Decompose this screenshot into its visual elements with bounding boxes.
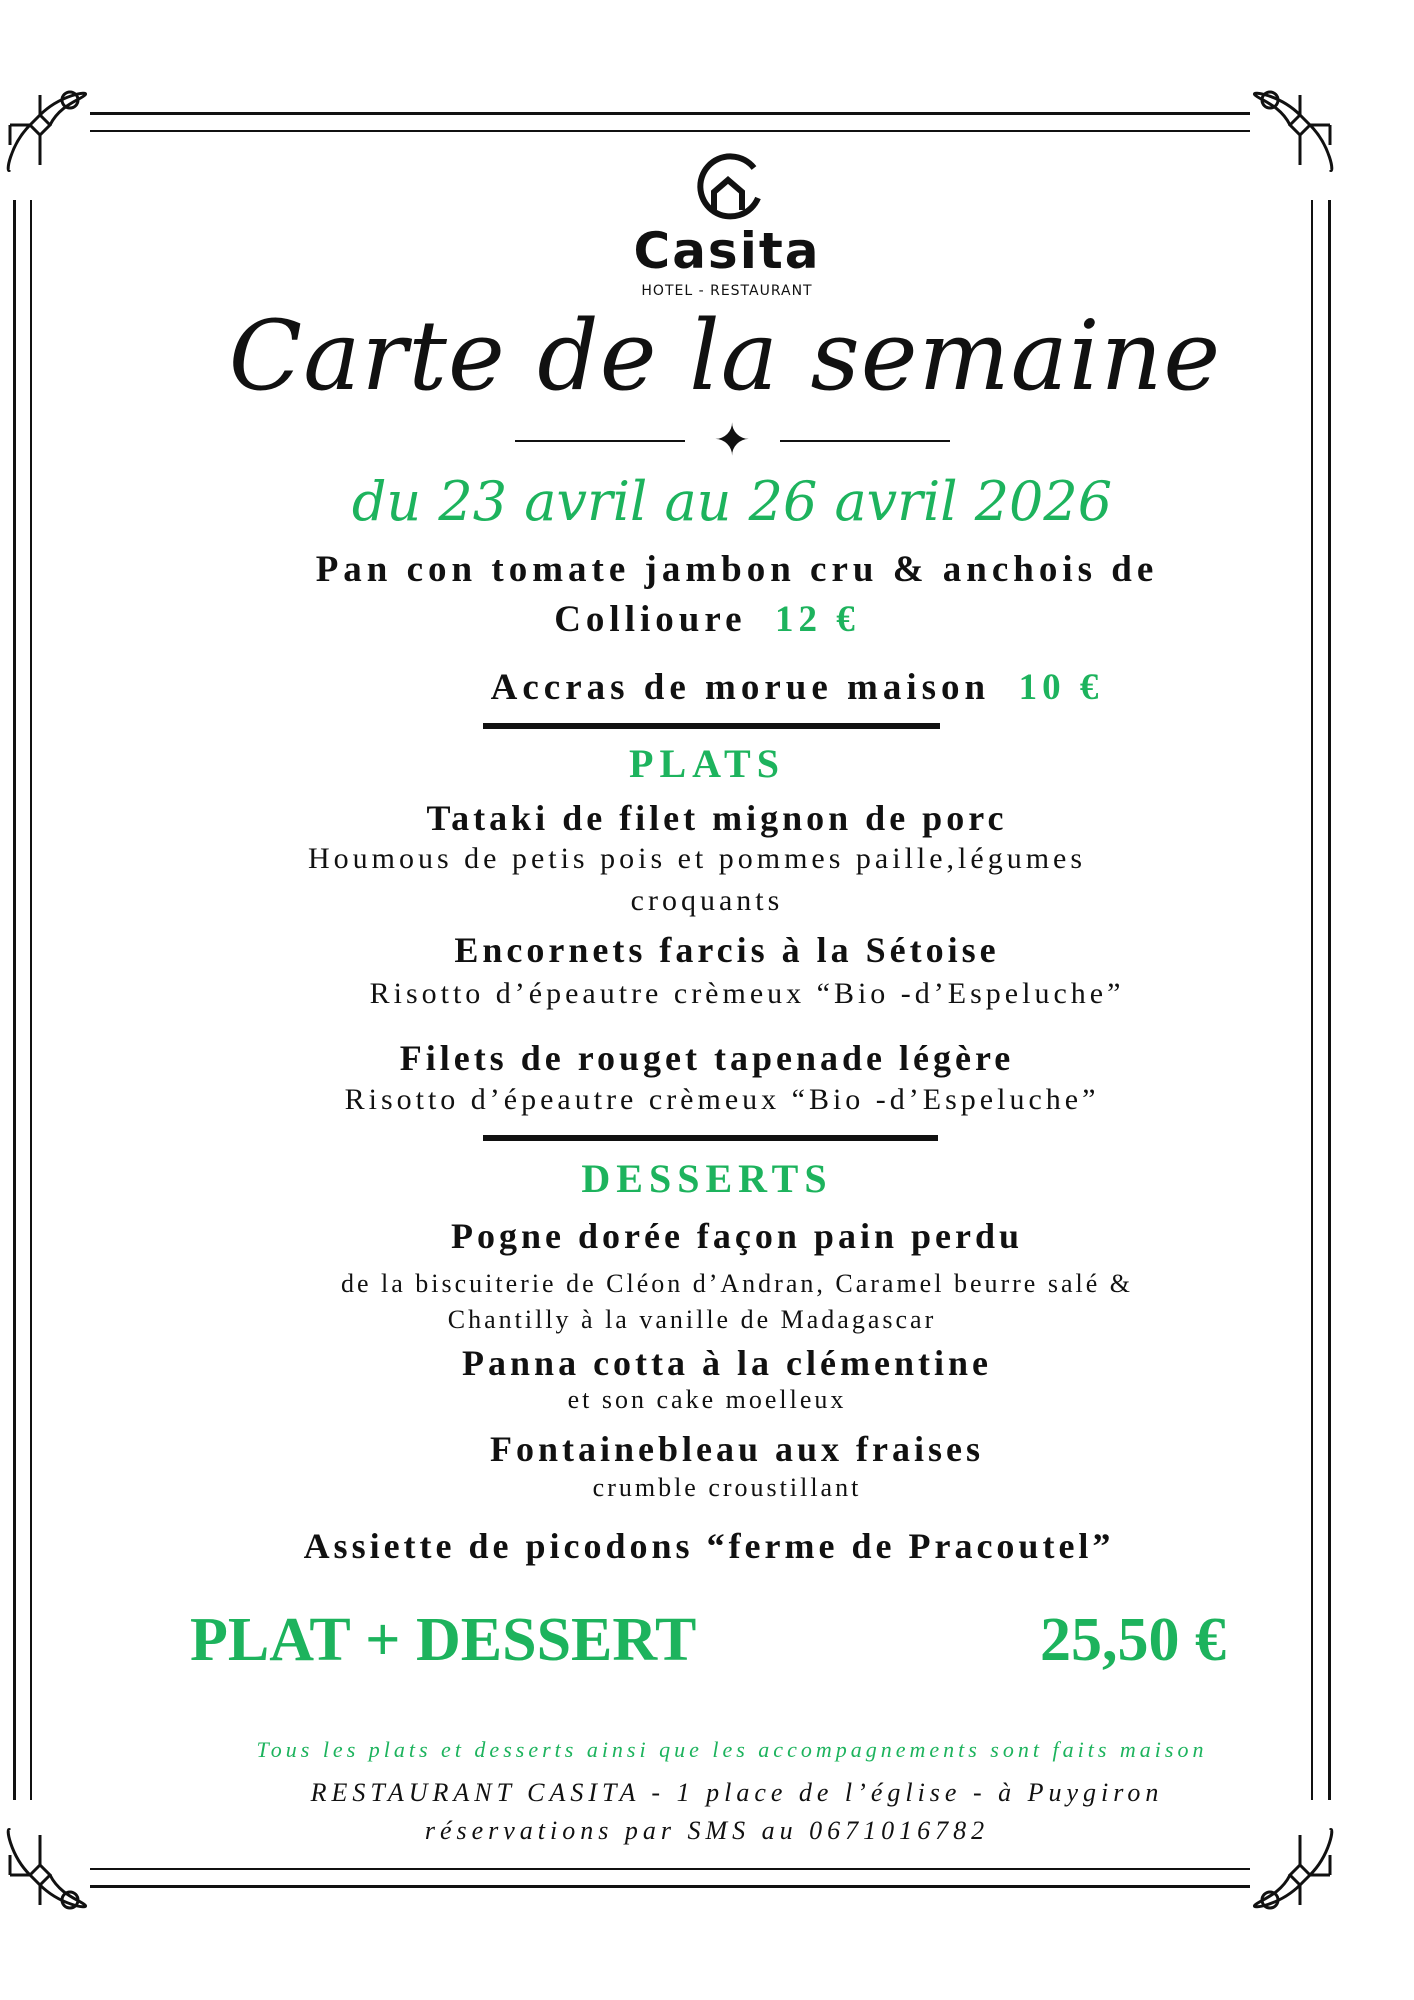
page-title: Carte de la semaine: [228, 300, 1222, 412]
dessert-1-desc-line2: Chantilly à la vanille de Madagascar: [447, 1305, 937, 1334]
formula-label: PLAT + DESSERT: [190, 1606, 697, 1674]
menu-dates: du 23 avril au 26 avril 2026: [351, 470, 1113, 533]
reservation-info: réservations par SMS au 0671016782: [424, 1816, 990, 1845]
separator-right-line: [780, 440, 950, 442]
dessert-3-name: Fontainebleau aux fraises: [489, 1429, 984, 1469]
plat-1-name: Tataki de filet mignon de porc: [426, 798, 1008, 838]
plat-1-desc-line1: Houmous de petis pois et pommes paille,légumes: [307, 842, 1087, 875]
starter-1-line2: [0, 598, 1414, 641]
desserts-heading: DESSERTS: [581, 1156, 833, 1201]
plat-3-name: Filets de rouget tapenade légère: [399, 1038, 1015, 1078]
plats-heading: PLATS: [629, 741, 785, 786]
restaurant-address: RESTAURANT CASITA - 1 place de l’église - à Puygiron: [310, 1778, 1164, 1807]
section-divider: [483, 1135, 938, 1141]
dessert-1-desc-line1: de la biscuiterie de Cléon d’Andran, Caramel beurre salé &: [341, 1269, 1133, 1298]
plat-2-desc: Risotto d’épeautre crèmeux “Bio -d’Espeluche”: [369, 977, 1125, 1010]
dessert-4-name: Assiette de picodons “ferme de Pracoutel”: [303, 1526, 1115, 1566]
plat-1-desc-line2: croquants: [630, 884, 784, 917]
plat-3-desc: Risotto d’épeautre crèmeux “Bio -d’Espeluche”: [344, 1083, 1100, 1116]
starter-2-name: Accras de morue maison: [490, 667, 991, 708]
frame-top-outer: [90, 112, 1250, 115]
separator-left-line: [515, 440, 685, 442]
starter-1-name-end: Collioure: [554, 599, 747, 640]
frame-bottom-inner: [90, 1868, 1250, 1870]
starter-2: [90, 666, 1414, 709]
starter-1-line1: Pan con tomate jambon cru & anchois de: [315, 549, 1159, 590]
logo-tagline: HOTEL - RESTAURANT: [641, 283, 813, 299]
ornament-corner-icon: [0, 85, 100, 185]
dessert-2-desc: et son cake moelleux: [567, 1385, 847, 1414]
starter-2-price: 10 €: [1018, 667, 1104, 708]
homemade-note: Tous les plats et desserts ainsi que les accompagnements sont faits maison: [256, 1737, 1208, 1762]
diamond-star-icon: ✦: [713, 415, 751, 466]
ornament-corner-icon: [1240, 85, 1340, 185]
house-logo-icon: [690, 150, 770, 230]
dessert-1-name: Pogne dorée façon pain perdu: [450, 1216, 1023, 1256]
starter-1-price: 12 €: [775, 599, 860, 640]
frame-top-inner: [90, 130, 1250, 132]
dessert-2-name: Panna cotta à la clémentine: [462, 1343, 992, 1383]
logo-name: Casita: [633, 222, 821, 280]
dessert-3-desc: crumble croustillant: [592, 1473, 862, 1502]
section-divider: [483, 723, 940, 729]
frame-bottom-outer: [90, 1885, 1250, 1888]
plat-2-name: Encornets farcis à la Sétoise: [454, 930, 1000, 970]
formula-price: 25,50 €: [1040, 1606, 1226, 1674]
